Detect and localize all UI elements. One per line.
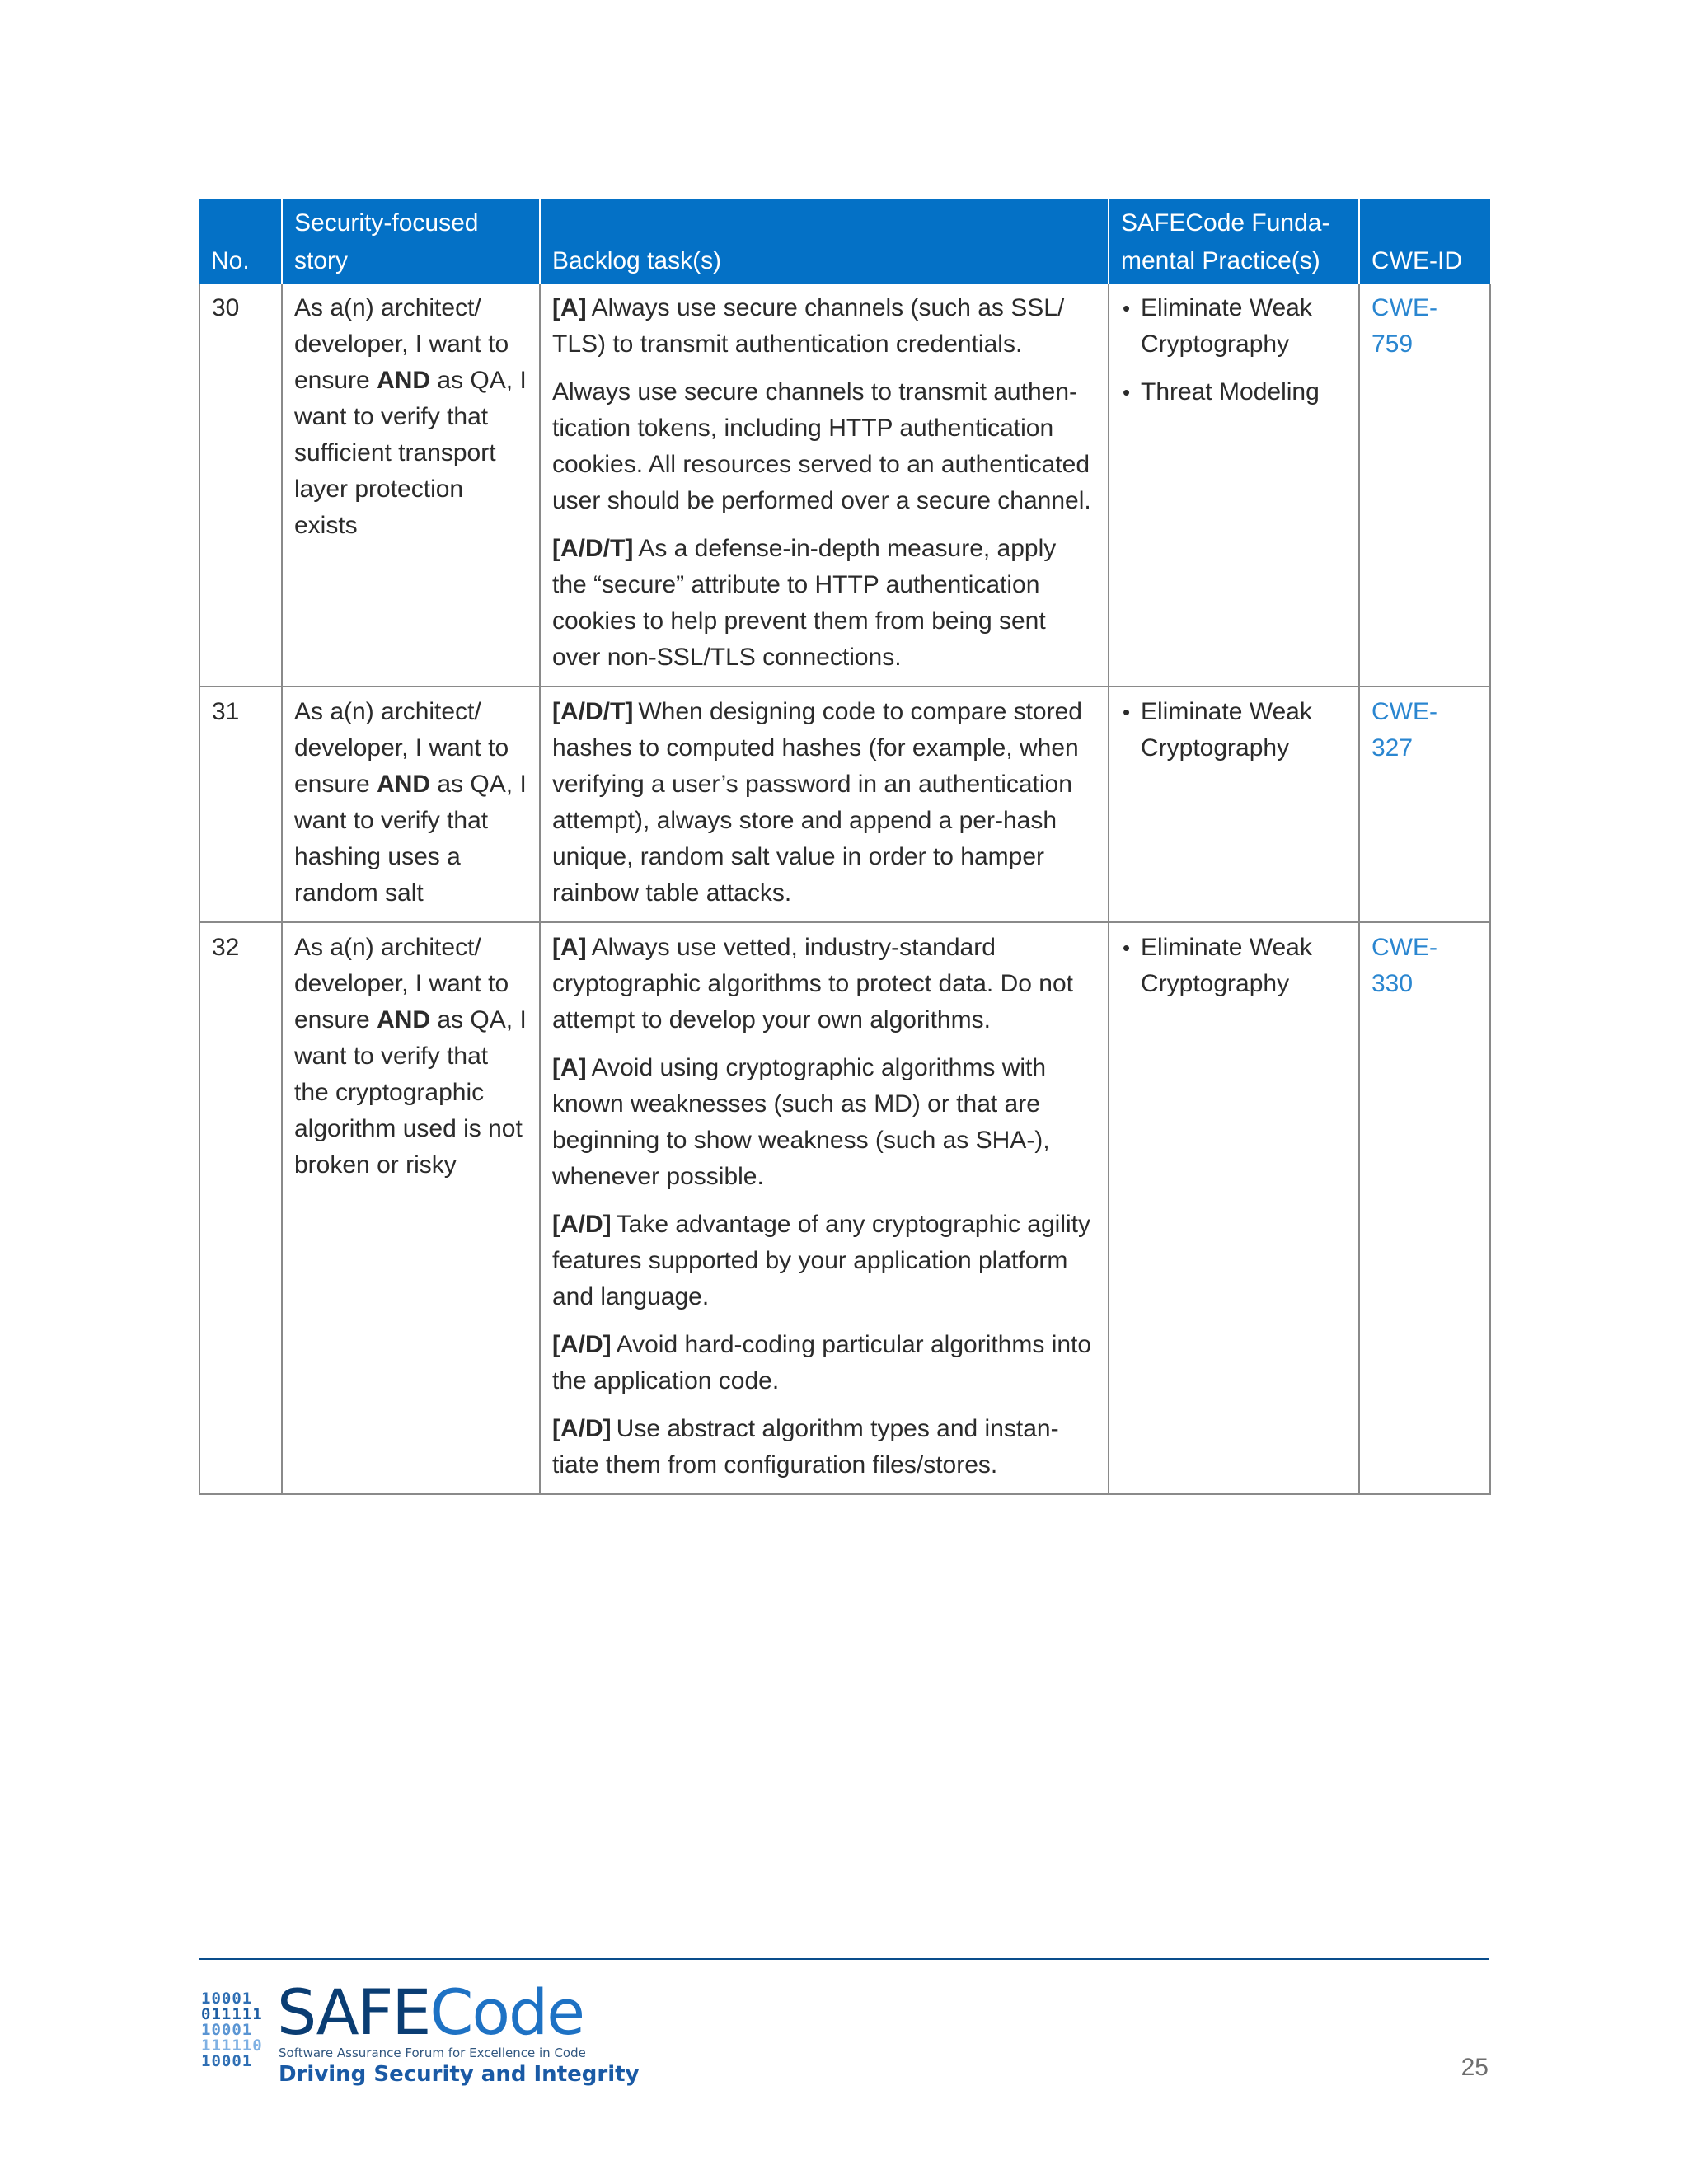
practice-list	[1121, 290, 1347, 410]
practice-item: • Threat Modeling	[1121, 374, 1347, 410]
logo-word-code: Code	[429, 1975, 584, 2049]
header-story-line2: story	[294, 247, 349, 274]
backlog-task	[552, 1411, 1096, 1483]
safecode-logo	[201, 1975, 640, 2087]
header-practice-line1: SAFECode Funda-	[1121, 209, 1330, 237]
fundamental-practices	[1109, 687, 1359, 922]
backlog-task	[552, 531, 1096, 676]
task-role-tag: [A]	[552, 1054, 587, 1081]
task-role-tag: [A/D]	[552, 1331, 612, 1358]
practice-item: • Eliminate Weak Cryptography	[1121, 290, 1347, 363]
security-story	[282, 284, 540, 687]
logo-wordmark	[277, 1975, 584, 2049]
header-story	[282, 199, 540, 284]
story-text: As a(n) architect/ developer, I want to ensure	[294, 934, 509, 1033]
header-story-line1: Security-focused	[294, 209, 479, 237]
cwe-cell	[1359, 284, 1490, 687]
backlog-task	[552, 1207, 1096, 1315]
logo-bits-line: 111110	[201, 2036, 263, 2055]
header-no: No.	[199, 199, 282, 284]
backlog-table	[199, 199, 1491, 1495]
table-row	[199, 687, 1490, 922]
story-text: As a(n) architect/ developer, I want to ensure	[294, 698, 509, 798]
backlog-task	[552, 694, 1096, 912]
table-row	[199, 922, 1490, 1494]
logo-bits-line: 10001	[201, 2021, 253, 2039]
cwe-cell	[1359, 687, 1490, 922]
logo-bits-line: 10001	[201, 2052, 253, 2070]
footer-divider	[199, 1958, 1489, 1960]
task-text: Use abstract algorithm types and instantiate them from configuration files/stores.	[552, 1415, 1059, 1479]
story-text: As a(n) architect/ developer, I want to ensure	[294, 294, 509, 394]
task-text: Always use secure channels to transmit authentication tokens, including HTTP authentication cookies. All resources served to an authenticated user should be performed over a secure channel.	[552, 378, 1091, 514]
row-number: 31	[199, 687, 282, 922]
cwe-link[interactable]: CWE-759	[1372, 294, 1437, 358]
practice-list	[1121, 930, 1347, 1002]
practice-item: • Eliminate Weak Cryptography	[1121, 694, 1347, 766]
logo-word-safe: SAFE	[277, 1975, 430, 2049]
backlog-tasks	[540, 687, 1109, 922]
backlog-task	[552, 1050, 1096, 1195]
backlog-task	[552, 1327, 1096, 1399]
practice-list	[1121, 694, 1347, 766]
story-emphasis: AND	[377, 1006, 431, 1033]
task-role-tag: [A/D]	[552, 1211, 612, 1238]
story-text: as QA, I want to verify that sufficient transport layer protection exists	[294, 367, 527, 539]
task-role-tag: [A/D/T]	[552, 698, 634, 725]
backlog-tasks	[540, 922, 1109, 1494]
task-text: Take advantage of any cryptographic agility features supported by your application platform and language.	[552, 1211, 1091, 1310]
logo-subtitle: Software Assurance Forum for Excellence in Code	[279, 2046, 586, 2060]
backlog-task	[552, 374, 1096, 519]
table-header-row	[199, 199, 1490, 284]
logo-binary-mark	[201, 1991, 263, 2069]
header-practice-line2: mental Practice(s)	[1121, 247, 1320, 274]
task-text: Avoid using cryptographic algorithms with known weaknesses (such as MD) or that are beginning to show weakness (such as SHA-), whenever possible.	[552, 1054, 1050, 1190]
backlog-task	[552, 930, 1096, 1038]
practice-item: • Eliminate Weak Cryptography	[1121, 930, 1347, 1002]
cwe-link[interactable]: CWE-327	[1372, 698, 1437, 762]
page-number: 25	[1461, 2054, 1489, 2081]
fundamental-practices	[1109, 284, 1359, 687]
row-number: 32	[199, 922, 282, 1494]
task-role-tag: [A/D]	[552, 1415, 612, 1442]
header-backlog: Backlog task(s)	[540, 199, 1109, 284]
cwe-cell	[1359, 922, 1490, 1494]
task-text: Always use vetted, industry-standard cryptographic algorithms to protect data. Do not attempt to develop your own algorithms.	[552, 934, 1073, 1033]
task-role-tag: [A]	[552, 934, 587, 961]
logo-tagline: Driving Security and Integrity	[279, 2062, 640, 2087]
fundamental-practices	[1109, 922, 1359, 1494]
backlog-task	[552, 290, 1096, 363]
task-text: When designing code to compare stored hashes to computed hashes (for example, when verifying a user’s password in an authentication attempt), always store and append a per-hash unique, random salt value in order to hamper rainbow table attacks.	[552, 698, 1082, 907]
security-story	[282, 687, 540, 922]
story-emphasis: AND	[377, 771, 431, 798]
story-text: as QA, I want to verify that hashing uses a random salt	[294, 771, 527, 907]
cwe-link[interactable]: CWE-330	[1372, 934, 1437, 997]
header-practice	[1109, 199, 1359, 284]
task-text: Always use secure channels (such as SSL/ TLS) to transmit authentication credentials.	[552, 294, 1065, 358]
backlog-tasks	[540, 284, 1109, 687]
story-text: as QA, I want to verify that the cryptographic algorithm used is not broken or risky	[294, 1006, 527, 1179]
logo-bits-line: 011111	[201, 2005, 263, 2023]
security-story	[282, 922, 540, 1494]
task-text: As a defense-in-depth measure, apply the “secure” attribute to HTTP authentication cookies to help prevent them from being sent over non-SSL/TLS connections.	[552, 535, 1057, 671]
task-role-tag: [A/D/T]	[552, 535, 634, 562]
story-emphasis: AND	[377, 367, 431, 394]
task-text: Avoid hard-coding particular algorithms into the application code.	[552, 1331, 1092, 1394]
task-role-tag: [A]	[552, 294, 587, 321]
header-cwe: CWE-ID	[1359, 199, 1490, 284]
table-row	[199, 284, 1490, 687]
logo-bits-line: 10001	[201, 1990, 253, 2008]
row-number: 30	[199, 284, 282, 687]
